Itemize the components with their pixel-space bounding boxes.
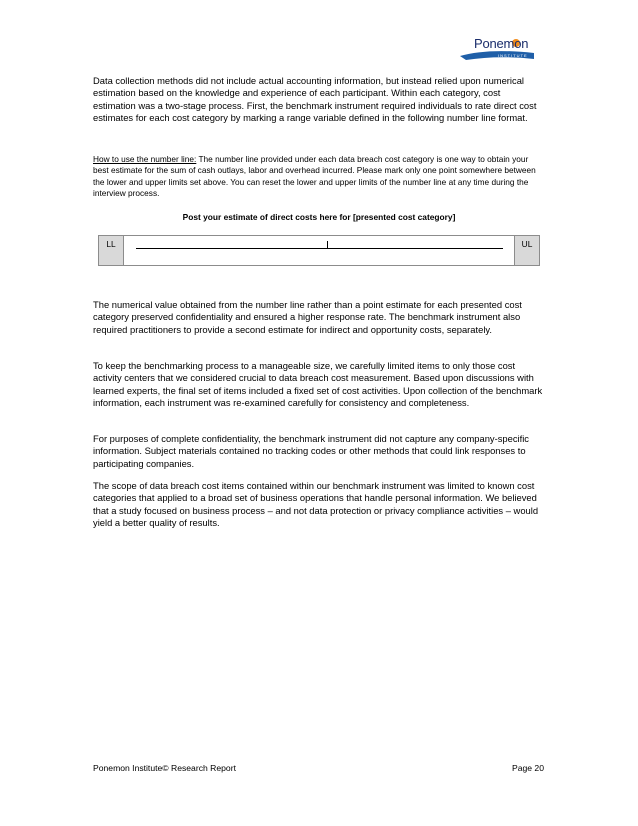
logo-tagline: INSTITUTE <box>498 53 528 58</box>
footer-page-number: Page 20 <box>511 763 544 773</box>
paragraph-scope: The scope of data breach cost items contained within our benchmark instrument was limited to known cost categories that applied to a broad set of business operations that handle personal information. We believed that a study focused on business process – and not data protection or privacy compliance activities – would yield a better quality of results. <box>93 480 539 528</box>
number-line-instructions <box>93 154 541 200</box>
upper-limit-label: UL <box>514 236 539 265</box>
number-line-track <box>136 248 503 249</box>
howto-heading: How to use the number line: <box>93 154 197 164</box>
number-line-midpoint-marker <box>327 241 328 249</box>
footer-report-name: Ponemon Institute© Research Report <box>93 763 236 773</box>
number-line-box <box>98 235 540 266</box>
number-line-prompt: Post your estimate of direct costs here for [presented cost category] <box>182 212 456 222</box>
paragraph-data-collection: Data collection methods did not include actual accounting information, but instead relied upon numerical estimation based on the knowledge and experience of each participant. Within each category, cost estimation was a two-stage process. First, the benchmark instrument required individuals to rate direct cost estimates for each cost category by marking a range variable defined in the following number line format. <box>93 75 537 123</box>
logo-wordmark: Ponemon <box>474 36 529 51</box>
ponemon-logo <box>458 34 536 64</box>
paragraph-confidentiality: For purposes of complete confidentiality, the benchmark instrument did not capture any company-specific information. Subject materials contained no tracking codes or other methods that could link responses to participating companies. <box>93 433 529 469</box>
howto-text: The number line provided under each data breach cost category is one way to obtain your best estimate for the sum of cash outlays, labor and overhead incurred. Please mark only one point somewhere between the lower and upper limits set above. You can reset the lower and upper limits of the number line at any time during the interview process. <box>93 154 536 199</box>
lower-limit-label: LL <box>99 236 124 265</box>
paragraph-numerical-value: The numerical value obtained from the number line rather than a point estimate for each presented cost category preserved confidentiality and ensured a higher response rate. The benchmark instrument also required practitioners to provide a second estimate for indirect and opportunity costs, separately. <box>93 299 522 335</box>
paragraph-benchmarking-process: To keep the benchmarking process to a manageable size, we carefully limited items to only those cost activity centers that we considered crucial to data breach cost measurement. Based upon discussions with learned experts, the final set of items included a fixed set of cost activities. Upon collection of the benchmark information, each instrument was re-examined carefully for consistency and completeness. <box>93 360 543 408</box>
